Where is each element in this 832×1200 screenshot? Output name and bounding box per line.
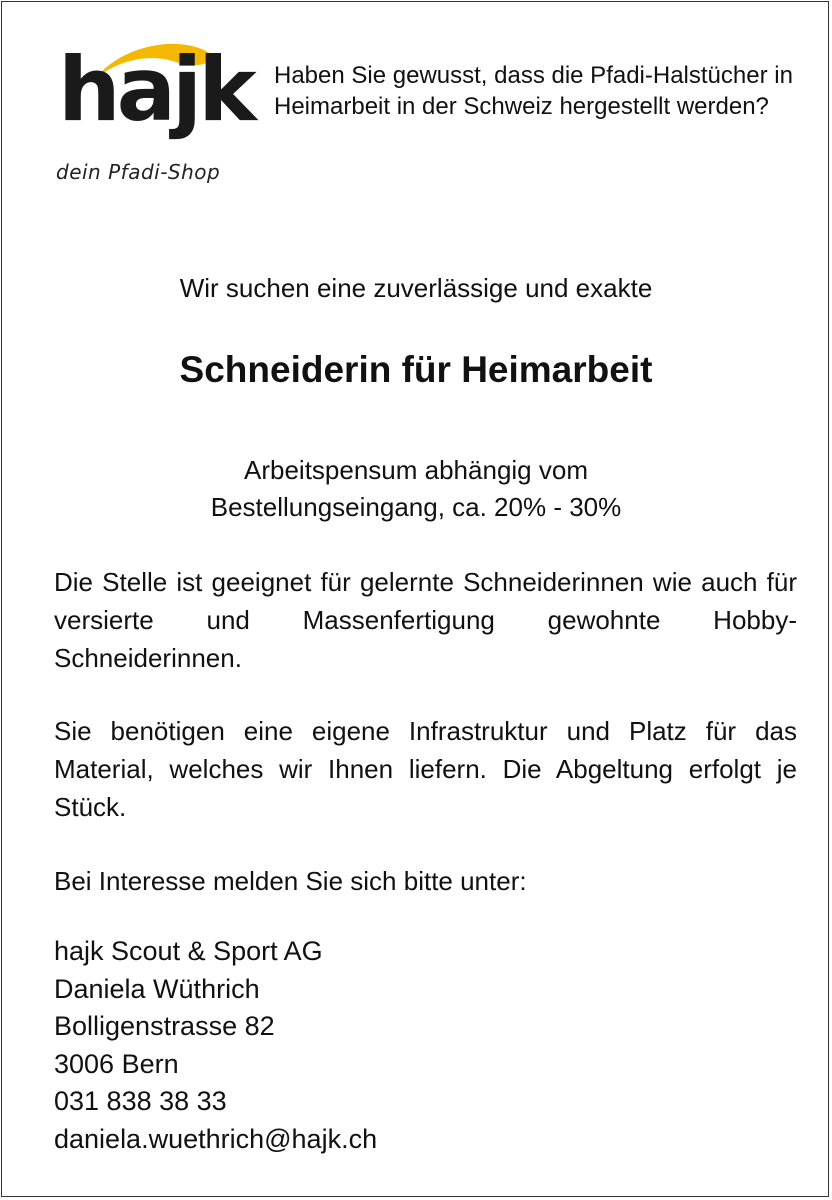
contact-phone[interactable]: 031 838 38 33: [54, 1086, 227, 1116]
requirements-paragraph: Sie benötigen eine eigene Infrastruktur und Platz für das Material, welches wir Ihnen liefern. Die Abgeltung erfolgt je Stück.: [54, 716, 797, 822]
contact-email[interactable]: daniela.wuethrich@hajk.ch: [54, 1123, 378, 1154]
workload-line-2: Bestellungseingang, ca. 20% - 30%: [210, 492, 622, 522]
hajk-logo: [52, 38, 252, 198]
contact-company: hajk Scout & Sport AG: [54, 936, 323, 966]
contact-person: Daniela Wüthrich: [54, 973, 260, 1004]
intro-text: Haben Sie gewusst, dass die Pfadi-Halstücher in Heimarbeit in der Schweiz hergestellt werden?: [274, 62, 793, 120]
workload-line-1: Arbeitspensum abhängig vom: [244, 455, 588, 485]
job-title: Schneiderin für Heimarbeit: [179, 349, 653, 390]
logo-wordmark: hajk: [58, 38, 253, 141]
contact-street: Bolligenstrasse 82: [54, 1011, 275, 1041]
contact-city: 3006 Bern: [54, 1048, 179, 1079]
logo-tagline: dein Pfadi-Shop: [56, 160, 221, 184]
contact-block: [54, 933, 377, 1158]
workload-info: [0, 452, 832, 526]
lead-text: Wir suchen eine zuverlässige und exakte: [179, 273, 653, 303]
suitability-paragraph: Die Stelle ist geeignet für gelernte Schneiderinnen wie auch für versierte und Massenfertigung gewohnte Hobby-Schneiderinnen.: [54, 567, 797, 673]
interest-paragraph: Bei Interesse melden Sie sich bitte unter:: [54, 866, 527, 896]
